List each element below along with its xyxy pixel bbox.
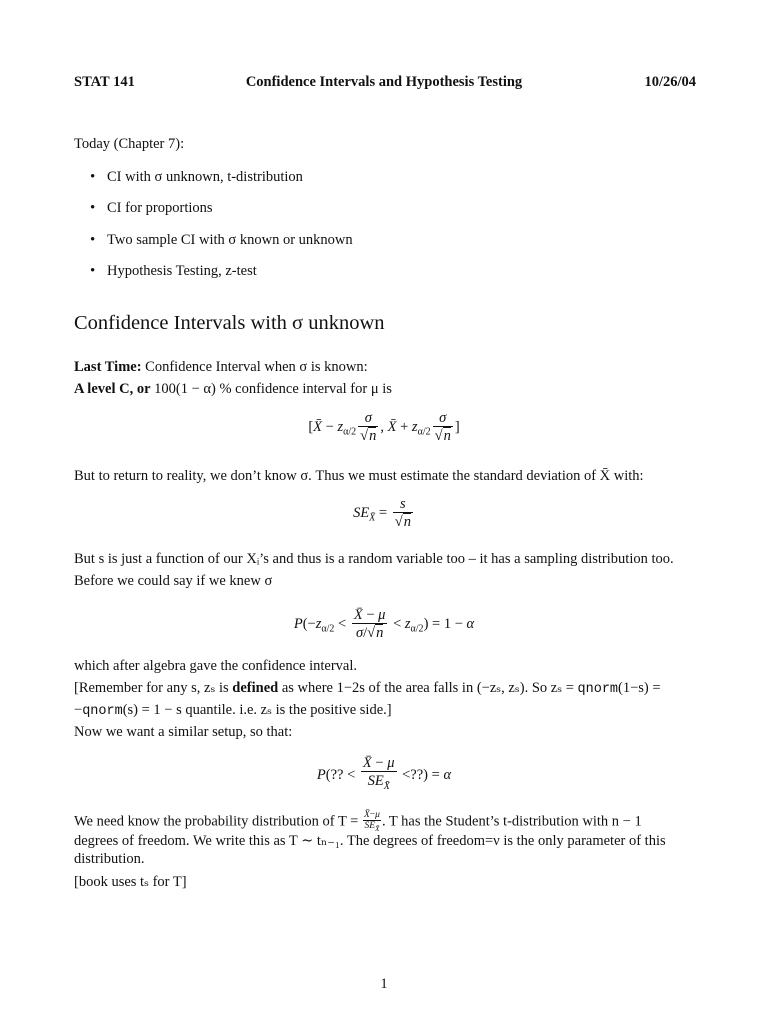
list-item: • Hypothesis Testing, z-test xyxy=(74,260,353,291)
level-line xyxy=(74,378,392,400)
remember-line-2 xyxy=(74,699,392,723)
list-item: • CI for proportions xyxy=(74,197,353,228)
remember-text-c: (1−s) = xyxy=(618,680,661,696)
document-date: 10/26/04 xyxy=(644,74,696,90)
s-line-1: But s is just a function of our Xᵢ’s and thus is a random variable too – it has a sampling distribution too. xyxy=(74,551,674,567)
last-time-text: Confidence Interval when σ is known: xyxy=(141,359,368,375)
course-code: STAT 141 xyxy=(74,74,135,90)
dof-line: degrees of freedom. We write this as T ∼ tₙ₋₁. The degrees of freedom=ν is the only parameter of this xyxy=(74,833,666,849)
s-line-2: Before we could say if we knew σ xyxy=(74,573,273,589)
probability-formula: $P(-z_{\alpha/2}$ < $\frac{X̄ - \mu}{\sigma/√n}$ < $z_{\alpha/2}) = 1 - \alpha$ xyxy=(293,607,475,641)
remember-text-e: (s) = 1 − s quantile. i.e. zₛ is the positive side.] xyxy=(122,702,392,718)
remember-line-1 xyxy=(74,677,661,701)
remember-text-d: − xyxy=(74,702,83,718)
level-text: 100(1 − α) % confidence interval for μ is xyxy=(150,381,392,397)
page-number: 1 xyxy=(380,976,388,992)
target-formula: P(?? < $\frac{X̄ - \mu}{SE_{X̄}}$ <??) = α xyxy=(316,755,452,792)
need-text-a: We need know the probability distribution of T = xyxy=(74,813,362,830)
document-title: Confidence Intervals and Hypothesis Testing xyxy=(245,74,523,90)
t-statistic-fraction: $\frac{X̄-\mu}{SE_{X̄}}$ xyxy=(363,810,380,833)
reality-text: But to return to reality, we don’t know σ. Thus we must estimate the standard deviation of X̄ with: xyxy=(74,468,644,484)
topic-list xyxy=(74,166,353,291)
list-item: • CI with σ unknown, t-distribution xyxy=(74,166,353,197)
ci-formula: [X̄ − $z_{\alpha/2}$ $\frac{\sigma}{√n}$ , X̄ + $z_{\alpha/2}$ $\frac{\sigma}{√n}$ ] xyxy=(308,410,460,444)
remember-text-b: as where 1−2s of the area falls in (−zₛ, zₛ). So zₛ = xyxy=(278,680,578,696)
algebra-text: which after algebra gave the confidence interval. xyxy=(74,658,358,674)
list-item: • Two sample CI with σ known or unknown xyxy=(74,229,353,260)
se-formula: $SE_{X̄}$ = $\frac{s}{√n}$ xyxy=(353,496,411,530)
level-label: A level C, or xyxy=(74,381,151,397)
qnorm-code: qnorm xyxy=(577,682,619,697)
qnorm-code: qnorm xyxy=(82,704,123,719)
distribution-line: distribution. xyxy=(74,851,145,867)
last-time-line xyxy=(74,356,368,378)
remember-bold: defined xyxy=(232,680,279,696)
book-note: [book uses tₛ for T] xyxy=(74,874,187,890)
now-text: Now we want a similar setup, so that: xyxy=(74,724,293,740)
remember-text-a: [Remember for any s, zₛ is xyxy=(74,680,233,696)
intro-text: Today (Chapter 7): xyxy=(74,136,185,152)
last-time-label: Last Time: xyxy=(74,359,142,375)
need-text-b: . T has the Student’s t-distribution with n − 1 xyxy=(381,813,642,830)
section-title: Confidence Intervals with σ unknown xyxy=(74,312,385,334)
